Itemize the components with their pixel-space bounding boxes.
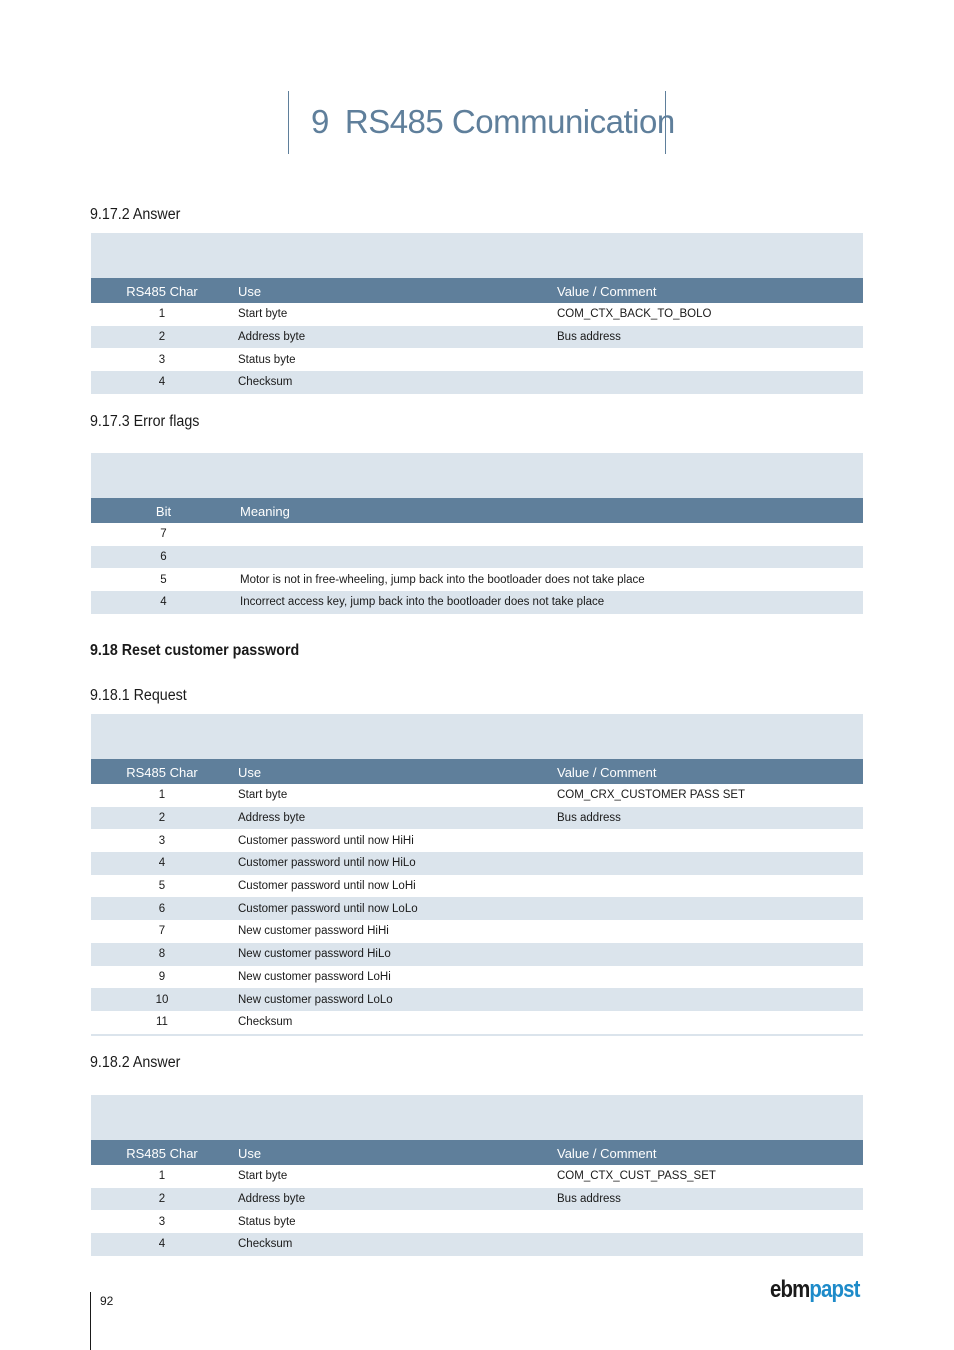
- cell-use: New customer password LoLo: [238, 993, 393, 1006]
- cell-char: 7: [158, 925, 166, 938]
- cell-char: 3: [158, 353, 166, 366]
- table-row: [91, 523, 863, 546]
- table-9-18-1: [91, 714, 863, 1036]
- cell-meaning: Incorrect access key, jump back into the bootloader does not take place: [240, 596, 605, 609]
- table-caption-band: [91, 233, 863, 278]
- cell-use: New customer password HiHi: [238, 925, 389, 938]
- cell-use: Status byte: [238, 1215, 296, 1228]
- table-header: [91, 278, 863, 303]
- cell-use: Address byte: [238, 1193, 306, 1206]
- logo-part-papst: papst: [809, 1276, 860, 1303]
- cell-use: Start byte: [238, 308, 288, 321]
- cell-value: Bus address: [557, 1193, 621, 1206]
- table-row: [91, 966, 863, 989]
- header-value-comment: Value / Comment: [557, 284, 657, 299]
- table-end-rule: [91, 1034, 863, 1036]
- header-rs485-char: RS485 Char: [126, 765, 198, 780]
- cell-use: Address byte: [238, 331, 306, 344]
- chapter-title: [311, 103, 675, 141]
- cell-value: COM_CTX_BACK_TO_BOLO: [557, 308, 712, 321]
- table-row: [91, 1188, 863, 1211]
- cell-use: Checksum: [238, 1238, 293, 1251]
- cell-char: 2: [158, 331, 166, 344]
- section-heading-9-18-2: 9.18.2 Answer: [90, 1054, 181, 1071]
- chapter-number: 9: [311, 103, 329, 140]
- footer-rule: [90, 1292, 91, 1350]
- header-rs485-char: RS485 Char: [126, 1146, 198, 1161]
- cell-char: 1: [158, 789, 166, 802]
- section-heading-9-18: 9.18 Reset customer password: [90, 642, 300, 659]
- table-row: [91, 1210, 863, 1233]
- table-9-17-2: [91, 233, 863, 394]
- cell-use: Start byte: [238, 789, 288, 802]
- logo-part-ebm: ebm: [770, 1276, 810, 1303]
- cell-use: Customer password until now LoHi: [238, 880, 416, 893]
- cell-use: Customer password until now HiLo: [238, 857, 416, 870]
- cell-bit: 4: [160, 596, 167, 609]
- cell-use: New customer password HiLo: [238, 948, 391, 961]
- section-heading-9-17-2: 9.17.2 Answer: [90, 206, 181, 223]
- cell-char: 3: [158, 1215, 166, 1228]
- table-row: [91, 326, 863, 349]
- cell-bit: 5: [160, 573, 167, 586]
- header-use: Use: [238, 284, 262, 299]
- cell-use: Customer password until now HiHi: [238, 834, 414, 847]
- cell-use: Checksum: [238, 1016, 293, 1029]
- cell-char: 4: [158, 376, 166, 389]
- section-heading-9-18-1: 9.18.1 Request: [90, 687, 187, 704]
- cell-char: 4: [158, 857, 166, 870]
- table-row: [91, 591, 863, 614]
- table-row: [91, 568, 863, 591]
- table-row: [91, 807, 863, 830]
- table-caption-band: [91, 453, 863, 498]
- cell-use: New customer password LoHi: [238, 970, 391, 983]
- page-number: 92: [100, 1294, 114, 1308]
- cell-use: Status byte: [238, 353, 296, 366]
- header-meaning: Meaning: [240, 504, 290, 519]
- cell-value: Bus address: [557, 812, 621, 825]
- table-row: [91, 852, 863, 875]
- table-caption-band: [91, 714, 863, 759]
- cell-value: COM_CRX_CUSTOMER PASS SET: [557, 789, 746, 802]
- table-caption-band: [91, 1095, 863, 1140]
- table-header: [91, 759, 863, 784]
- cell-char: 10: [155, 993, 169, 1006]
- table-header: [91, 498, 863, 523]
- cell-char: 9: [158, 970, 166, 983]
- header-rs485-char: RS485 Char: [126, 284, 198, 299]
- table-row: [91, 943, 863, 966]
- table-row: [91, 920, 863, 943]
- header-use: Use: [238, 765, 262, 780]
- table-9-18-2: [91, 1095, 863, 1256]
- header-value-comment: Value / Comment: [557, 1146, 657, 1161]
- table-row: [91, 348, 863, 371]
- cell-char: 2: [158, 812, 166, 825]
- cell-use: Checksum: [238, 376, 293, 389]
- cell-value: COM_CTX_CUST_PASS_SET: [557, 1170, 716, 1183]
- table-row: [91, 371, 863, 394]
- cell-char: 11: [156, 1016, 168, 1029]
- cell-char: 5: [158, 880, 166, 893]
- cell-bit: 7: [160, 528, 167, 541]
- cell-meaning: Motor is not in free-wheeling, jump back into the bootloader does not take place: [240, 573, 645, 586]
- table-row: [91, 897, 863, 920]
- cell-use: Address byte: [238, 812, 306, 825]
- cell-use: Customer password until now LoLo: [238, 902, 418, 915]
- ebmpapst-logo: [770, 1276, 860, 1304]
- table-row: [91, 546, 863, 569]
- header-value-comment: Value / Comment: [557, 765, 657, 780]
- table-header: [91, 1140, 863, 1165]
- table-9-17-3: [91, 453, 863, 614]
- cell-char: 1: [158, 1170, 166, 1183]
- chapter-header: [288, 91, 675, 154]
- table-row: [91, 303, 863, 326]
- table-row: [91, 784, 863, 807]
- header-use: Use: [238, 1146, 262, 1161]
- chapter-title-text: RS485 Communication: [344, 103, 675, 140]
- header-bit: Bit: [155, 504, 172, 519]
- cell-char: 4: [158, 1238, 166, 1251]
- table-row: [91, 1233, 863, 1256]
- cell-bit: 6: [160, 551, 167, 564]
- cell-char: 6: [158, 902, 166, 915]
- cell-use: Start byte: [238, 1170, 288, 1183]
- table-row: [91, 829, 863, 852]
- table-row: [91, 988, 863, 1011]
- cell-char: 1: [158, 308, 166, 321]
- table-row: [91, 875, 863, 898]
- table-row: [91, 1165, 863, 1188]
- section-heading-9-17-3: 9.17.3 Error flags: [90, 413, 200, 430]
- table-row: [91, 1011, 863, 1034]
- cell-char: 8: [158, 948, 166, 961]
- cell-value: Bus address: [557, 331, 621, 344]
- cell-char: 3: [158, 834, 166, 847]
- cell-char: 2: [158, 1193, 166, 1206]
